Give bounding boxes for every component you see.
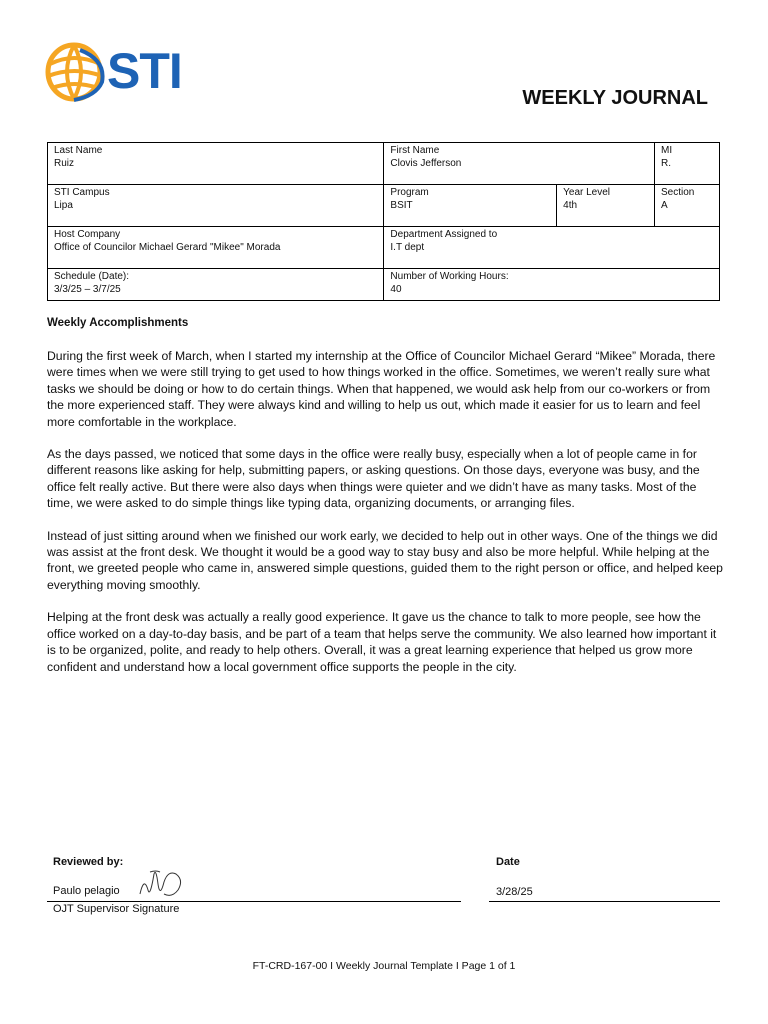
program-label: Program: [390, 187, 429, 198]
handwritten-signature: [134, 864, 190, 904]
section-cell: [655, 185, 720, 227]
first-name-cell: [384, 143, 655, 185]
host-company-cell: [48, 227, 384, 269]
date-line: [489, 901, 720, 902]
program-cell: [384, 185, 557, 227]
logo-text: STI: [107, 43, 182, 99]
mi-cell: [655, 143, 720, 185]
campus-cell: [48, 185, 384, 227]
department-value: I.T dept: [390, 242, 425, 253]
host-company-label: Host Company: [54, 229, 121, 240]
student-info-table: [47, 142, 720, 301]
date-value: 3/28/25: [496, 886, 533, 898]
hours-value: 40: [390, 284, 402, 295]
accomplishments-body: [47, 348, 723, 691]
hours-label: Number of Working Hours:: [390, 271, 509, 282]
section-value: A: [661, 200, 668, 211]
section-label: Section: [661, 187, 695, 198]
hours-cell: [384, 269, 720, 301]
page-title: WEEKLY JOURNAL: [522, 87, 708, 109]
paragraph: Instead of just sitting around when we finished our work early, we decided to help out in other ways. One of the things we did was assist at the front desk. We thought it would be a good way to stay busy and also be more helpful. While helping at the front, we greeted people who came in, answered simple questions, guided them to the right person or office, and helped keep everything moving smoothly.: [47, 528, 723, 592]
mi-value: R.: [661, 158, 671, 169]
last-name-cell: [48, 143, 384, 185]
paragraph: As the days passed, we noticed that some days in the office were really busy, especially when a lot of people came in for different reasons like asking for help, submitting papers, or asking questions. On those days, everyone was busy, and the office felt really active. But there were also days when things were quieter and we didn’t have as many tasks. Most of the time, we were asked to do simple things like typing data, organizing documents, or arranging files.: [47, 447, 700, 511]
globe-icon: [44, 42, 108, 102]
schedule-label: Schedule (Date):: [54, 271, 130, 282]
first-name-label: First Name: [390, 145, 440, 156]
paragraph: Helping at the front desk was actually a really good experience. It gave us the chance to talk to more people, see how the office worked on a day-to-day basis, and be part of a team that helps serve the community. We also learned how important it is to be organized, polite, and ready to help others. Overall, it was a great learning experience that helped us grow more confident and understand how a local government office supports the people in the city.: [47, 610, 717, 674]
year-level-value: 4th: [563, 200, 578, 211]
last-name-label: Last Name: [54, 145, 103, 156]
reviewer-signature-line: [47, 901, 461, 902]
sti-logo: [44, 42, 184, 102]
first-name-value: Clovis Jefferson: [390, 158, 462, 169]
last-name-value: Ruiz: [54, 158, 75, 169]
year-level-label: Year Level: [563, 187, 611, 198]
schedule-value: 3/3/25 – 3/7/25: [54, 284, 121, 295]
host-company-value: Office of Councilor Michael Gerard "Mikee" Morada: [54, 242, 281, 253]
mi-label: MI: [661, 145, 673, 156]
date-label: Date: [496, 856, 520, 868]
year-level-cell: [557, 185, 655, 227]
paragraph: During the first week of March, when I started my internship at the Office of Councilor Michael Gerard “Mikee” Morada, there were times when we were still trying to get used to how things worked in the office. Sometimes, we weren’t really sure what tasks we should be doing or how to do certain things. When that happened, we would ask help from our co-workers or from the more experienced staff. They were always kind and willing to help us out, which made it easier for us to learn and feel more comfortable in the workplace.: [47, 349, 716, 429]
page-footer: FT-CRD-167-00 I Weekly Journal Template I Page 1 of 1: [252, 960, 516, 972]
department-label: Department Assigned to: [390, 229, 498, 240]
campus-value: Lipa: [54, 200, 73, 211]
department-cell: [384, 227, 720, 269]
reviewed-by-label: Reviewed by:: [53, 856, 124, 868]
accomplishments-heading: Weekly Accomplishments: [47, 317, 189, 329]
campus-label: STI Campus: [54, 187, 110, 198]
schedule-cell: [48, 269, 384, 301]
reviewer-role: OJT Supervisor Signature: [53, 903, 180, 915]
reviewer-name: Paulo pelagio: [53, 885, 120, 897]
program-value: BSIT: [390, 200, 413, 211]
